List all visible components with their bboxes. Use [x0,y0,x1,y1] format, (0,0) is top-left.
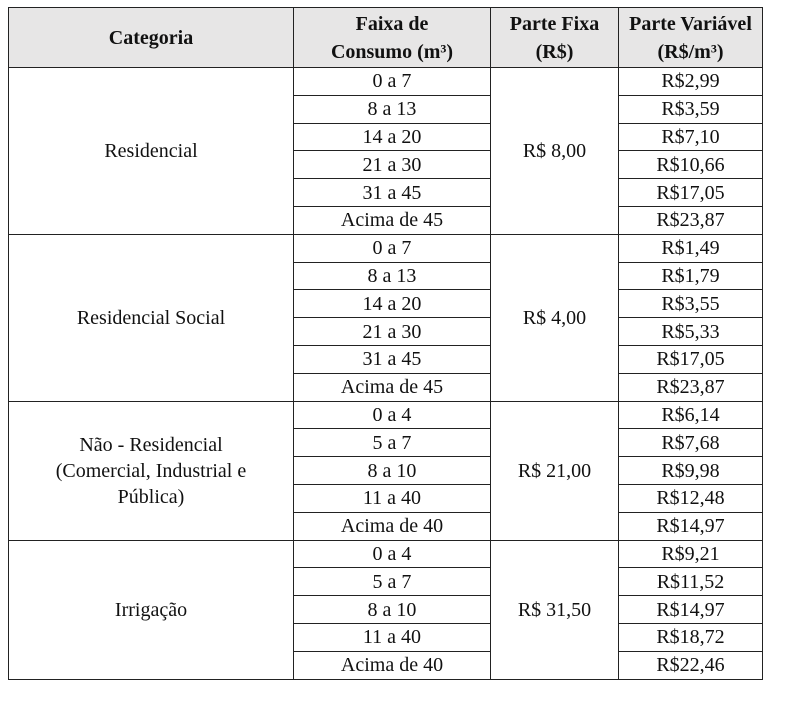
header-fixa-line1: Parte Fixa [509,12,600,35]
faixa-cell: 11 a 40 [294,484,491,512]
table-row [9,401,763,429]
parte-variavel-cell: R$17,05 [619,345,763,373]
parte-variavel-cell: R$9,98 [619,457,763,485]
tariff-table [8,7,763,680]
parte-variavel-cell: R$14,97 [619,512,763,540]
faixa-cell: 5 a 7 [294,429,491,457]
header-categoria-label: Categoria [108,26,194,49]
header-row [9,8,763,68]
table-row [9,234,763,262]
faixa-cell: 21 a 30 [294,318,491,346]
header-faixa-line2: Consumo (m³) [330,40,454,63]
faixa-cell: 31 a 45 [294,179,491,207]
parte-variavel-cell: R$12,48 [619,484,763,512]
categoria-cell [9,68,294,235]
categoria-text: Pública) [117,485,185,508]
faixa-cell: 8 a 13 [294,95,491,123]
header-parte-variavel [619,8,763,68]
categoria-text: Residencial Social [76,306,226,329]
header-variavel-line1: Parte Variável [629,12,752,35]
parte-fixa-cell: R$ 21,00 [491,401,619,540]
parte-variavel-cell: R$1,79 [619,262,763,290]
parte-fixa-cell: R$ 31,50 [491,540,619,679]
parte-variavel-cell: R$1,49 [619,234,763,262]
faixa-cell: 31 a 45 [294,345,491,373]
faixa-cell: 8 a 10 [294,596,491,624]
categoria-text: Irrigação [114,598,188,621]
table-header [9,8,763,68]
parte-variavel-cell: R$14,97 [619,596,763,624]
parte-variavel-cell: R$9,21 [619,540,763,568]
faixa-cell: 0 a 7 [294,234,491,262]
faixa-cell: 14 a 20 [294,123,491,151]
parte-variavel-cell: R$18,72 [619,623,763,651]
table-body [9,68,763,680]
parte-variavel-cell: R$11,52 [619,568,763,596]
parte-variavel-cell: R$3,59 [619,95,763,123]
parte-variavel-cell: R$6,14 [619,401,763,429]
header-faixa [294,8,491,68]
header-categoria [9,8,294,68]
categoria-text: Residencial [104,139,198,162]
parte-variavel-cell: R$7,68 [619,429,763,457]
faixa-cell: Acima de 45 [294,373,491,401]
faixa-cell: Acima de 40 [294,651,491,679]
parte-variavel-cell: R$10,66 [619,151,763,179]
header-parte-fixa [491,8,619,68]
parte-variavel-cell: R$23,87 [619,206,763,234]
faixa-cell: Acima de 40 [294,512,491,540]
faixa-cell: 0 a 4 [294,540,491,568]
header-fixa-line2: (R$) [535,40,574,63]
categoria-text: (Comercial, Industrial e [55,459,247,482]
parte-fixa-cell: R$ 8,00 [491,68,619,235]
categoria-cell [9,540,294,679]
faixa-cell: 8 a 13 [294,262,491,290]
faixa-cell: 11 a 40 [294,623,491,651]
faixa-cell: Acima de 45 [294,206,491,234]
faixa-cell: 8 a 10 [294,457,491,485]
categoria-cell [9,234,294,401]
parte-variavel-cell: R$5,33 [619,318,763,346]
header-faixa-line1: Faixa de [355,12,429,35]
table-row [9,68,763,96]
parte-variavel-cell: R$2,99 [619,68,763,96]
table-row [9,540,763,568]
faixa-cell: 14 a 20 [294,290,491,318]
parte-variavel-cell: R$3,55 [619,290,763,318]
faixa-cell: 21 a 30 [294,151,491,179]
header-variavel-line2: (R$/m³) [657,40,724,63]
parte-fixa-cell: R$ 4,00 [491,234,619,401]
categoria-cell [9,401,294,540]
parte-variavel-cell: R$7,10 [619,123,763,151]
faixa-cell: 0 a 7 [294,68,491,96]
parte-variavel-cell: R$17,05 [619,179,763,207]
parte-variavel-cell: R$22,46 [619,651,763,679]
categoria-text: Não - Residencial [79,433,223,456]
parte-variavel-cell: R$23,87 [619,373,763,401]
faixa-cell: 5 a 7 [294,568,491,596]
faixa-cell: 0 a 4 [294,401,491,429]
